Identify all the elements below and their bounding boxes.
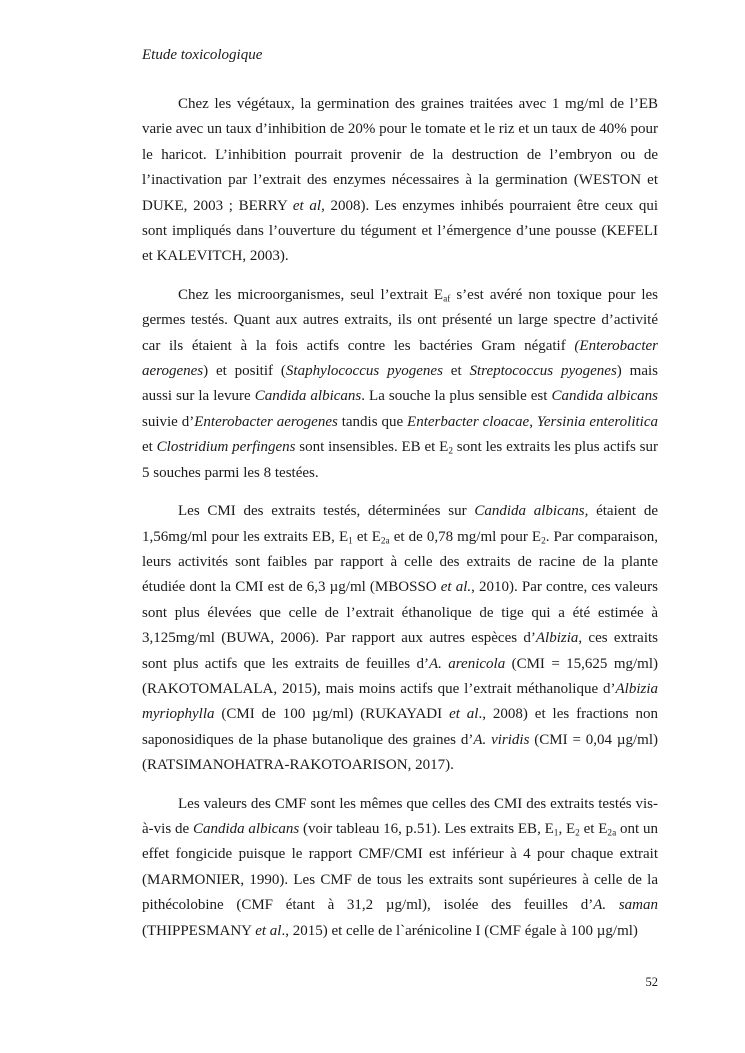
paragraph-cmi: Les CMI des extraits testés, déterminées sur Candida albicans, étaient de 1,56mg/ml pour les extraits EB, $E_1$ et $E_{2a}$ et de 0,78 mg/ml pour $E_2$. Par comparaison, leurs activités sont faibles par rapport à celle des extraits de racine de la plante étudiée dont la CMI est de 6,3 µg/ml (MBOSSO et al., 2010). Par contre, ces valeurs sont plus élevées que celle de l’extrait éthanolique de tige qui a été estimée à 3,125mg/ml (BUWA, 2006). Par rapport aux autres espèces d’Albizia, ces extraits sont plus actifs que les extraits de feuilles d’A. arenicola (CMI = 15,625 mg/ml) (RAKOTOMALALA, 2015), mais moins actifs que l’extrait méthanolique d’Albizia myriophylla (CMI de 100 µg/ml) (RUKAYADI et al., 2008) et les fractions non saponosidiques de la phase butanolique des graines d’A. viridis (CMI = 0,04 µg/ml) (RATSIMANOHATRA-RAKOTOARISON, 2017). — [142, 503, 658, 774]
paragraph-cmf: Les valeurs des CMF sont les mêmes que celles des CMI des extraits testés vis-à-vis de Candida albicans (voir tableau 16, p.51). Les extraits EB, $E_1$, $E_2$ et $E_{2a}$ ont un effet fongicide puisque le rapport CMF/CMI est inférieur à 4 pour chaque extrait (MARMONIER, 1990). Les CMF de tous les extraits sont supérieures à celle de la pithécolobine (CMF étant à 31,2 µg/ml), isolée des feuilles d’A. saman (THIPPESMANY et al., 2015) et celle de l`arénicoline I (CMF égale à 100 µg/ml) — [142, 795, 658, 939]
page-number: 52 — [645, 975, 658, 989]
document-body — [142, 92, 658, 944]
paragraph-germination: Chez les végétaux, la germination des graines traitées avec 1 mg/ml de l’EB varie avec un taux d’inhibition de 20% pour le tomate et le riz et un taux de 40% pour le haricot. L’inhibition pourrait provenir de la destruction de l’embryon ou de l’inactivation par l’extrait des enzymes nécessaires à la germination (WESTON et DUKE, 2003 ; BERRY et al, 2008). Les enzymes inhibés pourraient être ceux qui sont impliqués dans l’ouverture du tégument et l’émergence d’une pousse (KEFELI et KALEVITCH, 2003). — [142, 96, 658, 265]
paragraph-microorganismes: Chez les microorganismes, seul l’extrait $E_{af}$ s’est avéré non toxique pour les germes testés. Quant aux autres extraits, ils ont présenté un large spectre d’activité car ils étaient à la fois actifs contre les bactéries Gram négatif (Enterobacter aerogenes) et positif (Staphylococcus pyogenes et Streptococcus pyogenes) mais aussi sur la levure Candida albicans. La souche la plus sensible est Candida albicans suivie d’Enterobacter aerogenes tandis que Enterbacter cloacae, Yersinia enterolitica et Clostridium perfingens sont insensibles. EB et $E_2$ sont les extraits les plus actifs sur 5 souches parmi les 8 testées. — [142, 286, 658, 481]
running-header: Etude toxicologique — [142, 47, 263, 63]
